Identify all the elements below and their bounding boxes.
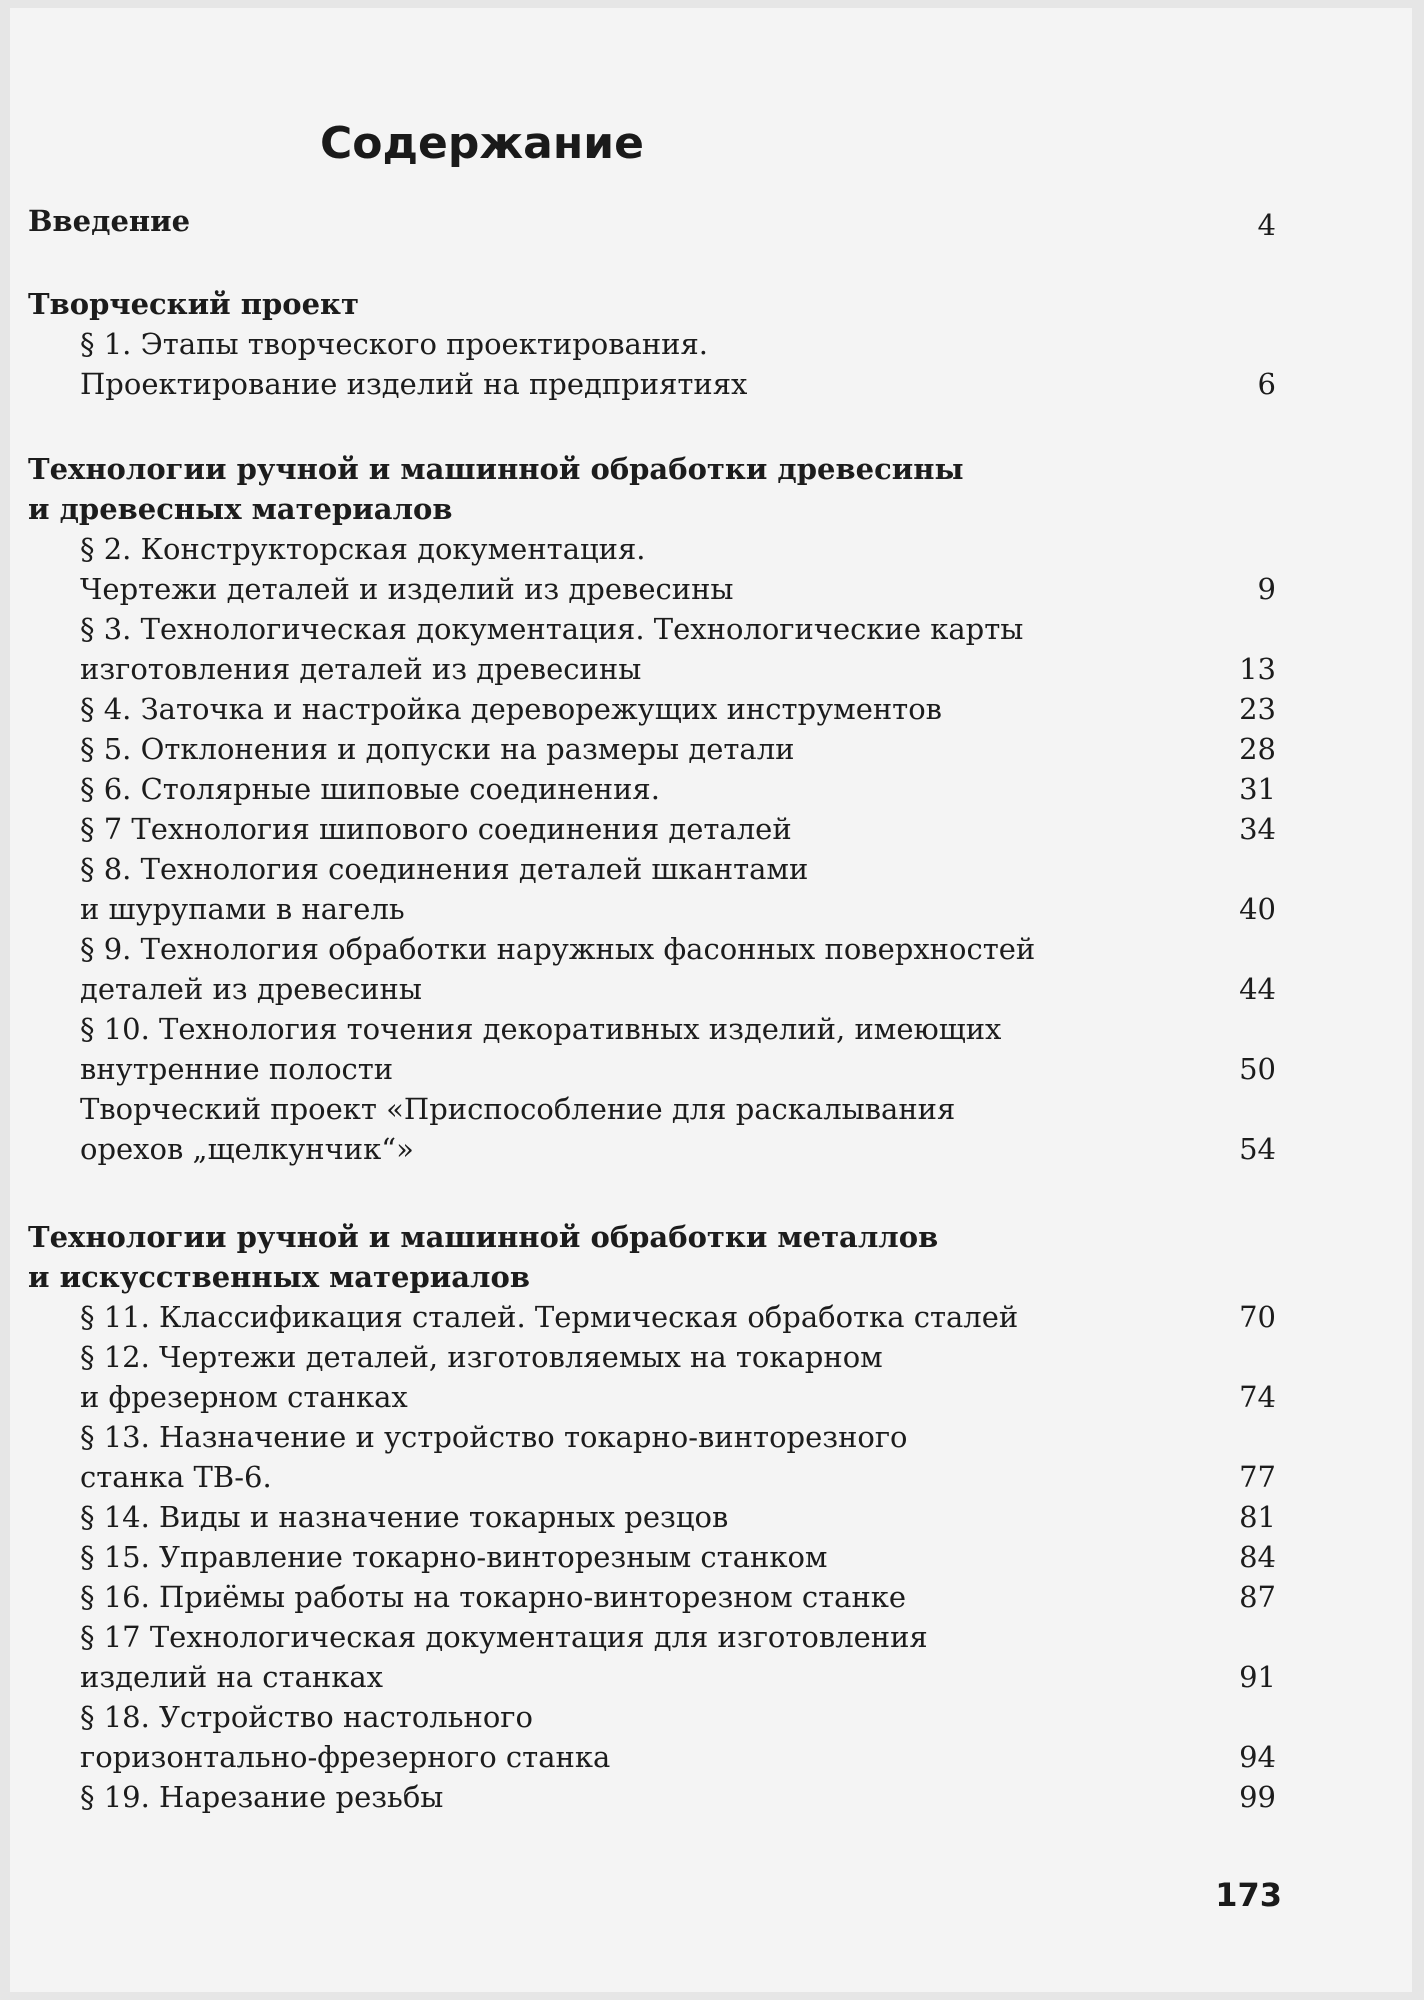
toc-page-number: 74 bbox=[1239, 1380, 1276, 1414]
toc-entry-line: § 9. Технология обработки наружных фасонных поверхностей bbox=[80, 932, 1036, 966]
toc-entry-line: § 17 Технологическая документация для изготовления bbox=[80, 1620, 928, 1654]
toc-entry-line: § 3. Технологическая документация. Технологические карты bbox=[80, 612, 1024, 646]
toc-entry-line: § 18. Устройство настольного bbox=[80, 1700, 533, 1734]
toc-entry-line: § 12. Чертежи деталей, изготовляемых на токарном bbox=[80, 1340, 883, 1374]
toc-entry-line: § 10. Технология точения декоративных изделий, имеющих bbox=[80, 1012, 1002, 1046]
toc-section-title: Введение bbox=[28, 204, 191, 238]
toc-entry-line: § 4. Заточка и настройка дереворежущих инструментов bbox=[80, 692, 943, 726]
toc-page-number: 34 bbox=[1239, 812, 1276, 846]
toc-entry-line: станка ТВ-6. bbox=[80, 1460, 272, 1494]
document-page bbox=[10, 8, 1412, 1992]
toc-page-number: 31 bbox=[1239, 772, 1276, 806]
toc-entry-line: и фрезерном станках bbox=[80, 1380, 408, 1414]
toc-entry-line: § 19. Нарезание резьбы bbox=[80, 1780, 444, 1814]
toc-page-number: 94 bbox=[1239, 1740, 1276, 1774]
toc-page-number: 84 bbox=[1239, 1540, 1276, 1574]
toc-entry-line: § 5. Отклонения и допуски на размеры детали bbox=[80, 732, 795, 766]
toc-page-number: 28 bbox=[1239, 732, 1276, 766]
toc-entry-line: § 6. Столярные шиповые соединения. bbox=[80, 772, 660, 806]
toc-page-number: 54 bbox=[1239, 1132, 1276, 1166]
toc-section-title: и искусственных материалов bbox=[28, 1260, 530, 1294]
toc-page-number: 99 bbox=[1239, 1780, 1276, 1814]
toc-entry-line: и шурупами в нагель bbox=[80, 892, 405, 926]
table-of-contents bbox=[10, 8, 1412, 1992]
toc-entry-line: § 8. Технология соединения деталей шкантами bbox=[80, 852, 809, 886]
toc-entry-line: Чертежи деталей и изделий из древесины bbox=[80, 572, 734, 606]
toc-entry-line: горизонтально-фрезерного станка bbox=[80, 1740, 611, 1774]
toc-entry-line: внутренние полости bbox=[80, 1052, 394, 1086]
toc-page-number: 81 bbox=[1239, 1500, 1276, 1534]
toc-section-title: Технологии ручной и машинной обработки металлов bbox=[28, 1220, 939, 1254]
toc-page-number: 23 bbox=[1239, 692, 1276, 726]
toc-page-number: 50 bbox=[1239, 1052, 1276, 1086]
toc-page-number: 40 bbox=[1239, 892, 1276, 926]
toc-page-number: 91 bbox=[1239, 1660, 1276, 1694]
toc-entry-line: § 2. Конструкторская документация. bbox=[80, 532, 646, 566]
toc-entry-line: орехов „щелкунчик“» bbox=[80, 1132, 414, 1166]
toc-entry-line: § 1. Этапы творческого проектирования. bbox=[80, 327, 709, 361]
toc-entry-line: § 15. Управление токарно-винторезным станком bbox=[80, 1540, 828, 1574]
toc-section-title: Творческий проект bbox=[28, 287, 359, 321]
toc-page-number: 4 bbox=[1257, 208, 1276, 242]
toc-section-title: Технологии ручной и машинной обработки древесины bbox=[28, 452, 964, 486]
toc-entry-line: § 13. Назначение и устройство токарно-винторезного bbox=[80, 1420, 908, 1454]
toc-page-number: 44 bbox=[1239, 972, 1276, 1006]
toc-page-number: 77 bbox=[1239, 1460, 1276, 1494]
toc-entry-line: деталей из древесины bbox=[80, 972, 422, 1006]
toc-entry-line: § 14. Виды и назначение токарных резцов bbox=[80, 1500, 729, 1534]
toc-page-number: 9 bbox=[1257, 572, 1276, 606]
toc-page-number: 87 bbox=[1239, 1580, 1276, 1614]
toc-entry-line: § 16. Приёмы работы на токарно-винторезном станке bbox=[80, 1580, 907, 1614]
toc-entry-line: Творческий проект «Приспособление для раскалывания bbox=[80, 1092, 956, 1126]
page-title: Содержание bbox=[320, 118, 644, 169]
toc-page-number: 13 bbox=[1239, 652, 1276, 686]
toc-entry-line: § 11. Классификация сталей. Термическая обработка сталей bbox=[80, 1300, 1019, 1334]
toc-entry-line: Проектирование изделий на предприятиях bbox=[80, 367, 748, 401]
toc-page-number: 6 bbox=[1257, 367, 1276, 401]
page-folio-number: 173 bbox=[1215, 1876, 1282, 1914]
toc-entry-line: изделий на станках bbox=[80, 1660, 383, 1694]
toc-entry-line: § 7 Технология шипового соединения деталей bbox=[80, 812, 792, 846]
toc-section-title: и древесных материалов bbox=[28, 492, 453, 526]
toc-entry-line: изготовления деталей из древесины bbox=[80, 652, 642, 686]
toc-page-number: 70 bbox=[1239, 1300, 1276, 1334]
